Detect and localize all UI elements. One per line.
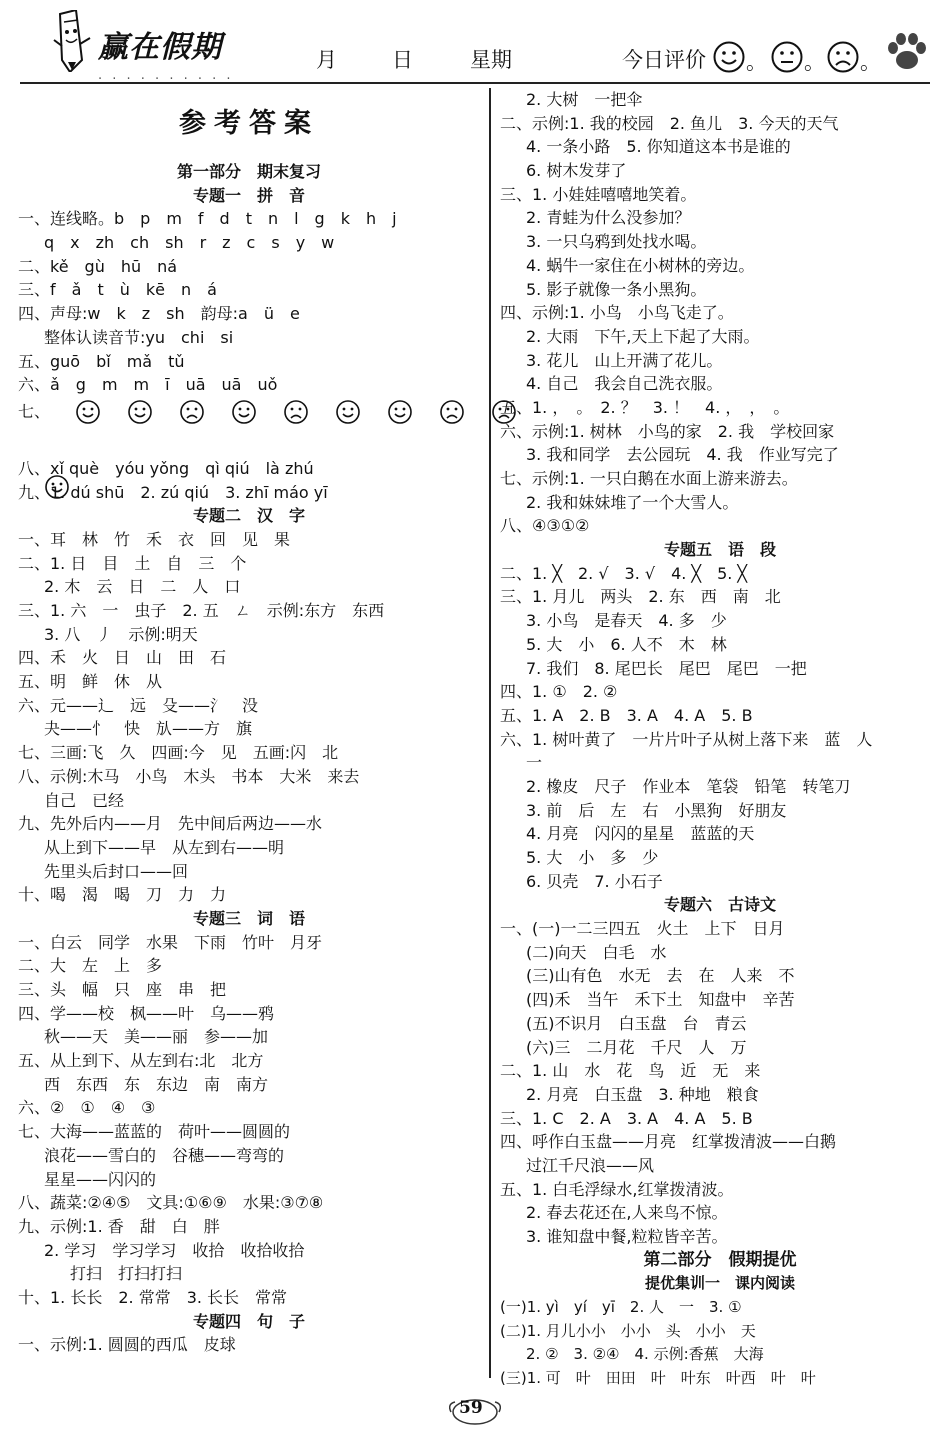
answer-line: 3. 小鸟 是春天 4. 多 少 [526, 611, 727, 631]
topic-heading: 专题一 拼 音 [192, 185, 305, 205]
answer-line: 5. 影子就像一条小黑狗。 [526, 279, 707, 299]
answer-line: 四、学——校 枫——叶 乌——鸦 [18, 1003, 275, 1023]
answer-line: 浪花——雪白的 谷穗——弯弯的 [44, 1145, 285, 1165]
month-label: 月 [316, 48, 337, 72]
answer-line: 五、1. ， 。 2. ？ 3. ！ 4. ， ， 。 [500, 397, 790, 417]
answer-line: 过江千尺浪——风 [526, 1155, 655, 1175]
weekday-label: 星期 [470, 48, 512, 72]
answer-line: q x zh ch sh r z c s y w [44, 233, 335, 253]
rating-separator-2: 。 [804, 50, 825, 74]
answer-line: 2. 木 云 日 二 人 口 [44, 577, 241, 597]
answer-line: 夬——忄 快 㫃——方 旗 [44, 719, 253, 739]
page-number: 59 [459, 1398, 483, 1418]
pencil-figure-icon [46, 10, 96, 72]
answer-line: 打扫 打扫打扫 [70, 1264, 183, 1284]
smile-icon [75, 399, 101, 425]
answer-line: 从上到下——早 从左到右——明 [44, 837, 285, 857]
smile-icon [231, 399, 257, 425]
answer-line: 一 [526, 753, 543, 773]
answer-line: 九、示例:1. 香 甜 白 胖 [18, 1216, 220, 1236]
day-label: 日 [392, 48, 413, 72]
page-number-badge [445, 1390, 505, 1430]
answer-line: 2. 橡皮 尺子 作业本 笔袋 铅笔 转笔刀 [526, 776, 851, 796]
faces-answer-row-2 [18, 427, 480, 457]
answer-line: 2. 大树 一把伞 [526, 90, 643, 109]
answers-right-column [500, 88, 940, 1391]
answer-line: 十、喝 渴 喝 刀 力 力 [18, 885, 227, 905]
topic-heading: 专题六 古诗文 [663, 895, 776, 915]
answer-line: 3. 我和同学 去公园玩 4. 我 作业写完了 [526, 445, 839, 465]
smile-icon [127, 399, 153, 425]
logo-text: 赢在假期 [98, 30, 222, 65]
answer-line: (二)向天 白毛 水 [526, 942, 667, 962]
answer-line: 4. 蜗牛一家住在小树林的旁边。 [526, 255, 755, 275]
answer-line: 五、明 鲜 休 从 [18, 672, 163, 692]
answer-line: 一、耳 林 竹 禾 衣 回 见 果 [18, 529, 291, 549]
smile-icon [335, 399, 361, 425]
answer-line: 七、三画:飞 久 四画:今 见 五画:闪 北 [18, 743, 339, 763]
answer-line: 四、禾 火 日 山 田 石 [18, 648, 227, 668]
answer-line: 九、1. dú shū 2. zú qiú 3. zhī máo yī [18, 482, 328, 502]
answer-line: 一、连线略。b p m f d t n l g k h j [18, 209, 397, 229]
answer-line: 2. 大雨 下午,天上下起了大雨。 [526, 326, 760, 346]
answer-line: 2. 月亮 白玉盘 3. 种地 粮食 [526, 1084, 759, 1104]
answer-line: 二、大 左 上 多 [18, 956, 163, 976]
answer-line: 自己 已经 [44, 790, 125, 810]
answer-line: 四、1. ① 2. ② [500, 682, 618, 702]
answer-line: 五、guō bǐ mǎ tǔ [18, 351, 185, 371]
answer-line: 5. 大 小 多 少 [526, 848, 659, 867]
page-title: 参考答案 [179, 108, 319, 139]
answer-line: (六)三 二月花 千尺 人 万 [526, 1037, 747, 1057]
answers-left-column [18, 88, 480, 1357]
smile-icon [387, 399, 413, 425]
answer-line: 先里头后封口——回 [44, 861, 189, 881]
sad-icon [826, 40, 860, 74]
answer-line: 二、1. 山 水 花 鸟 近 无 来 [500, 1061, 761, 1081]
answer-line: 三、1. 小娃娃嘻嘻地笑着。 [500, 184, 697, 204]
topic-heading: 专题二 汉 字 [192, 506, 305, 526]
answer-line: 六、1. 树叶黄了 一片片叶子从树上落下来 蓝 人 [500, 729, 873, 749]
logo-dots: · · · · · · · · · · [98, 72, 234, 87]
answer-line: 4. 月亮 闪闪的星星 蓝蓝的天 [526, 824, 755, 844]
sad-icon [283, 399, 309, 425]
answer-line: 2. 青蛙为什么没参加？ [526, 208, 691, 228]
answer-line: 九、先外后内——月 先中间后两边——水 [18, 814, 323, 834]
answer-line: 3. 前 后 左 右 小黑狗 好朋友 [526, 800, 787, 820]
answer-line: 2. ② 3. ②④ 4. 示例:香蕉 大海 [526, 1345, 764, 1364]
rating-separator-1: 。 [746, 50, 767, 74]
answer-line: 一、(一)一二三四五 火土 上下 日月 [500, 919, 785, 939]
answer-line: 六、元——辶 远 殳——氵 没 [18, 695, 259, 715]
answer-number: 七、 [18, 402, 51, 422]
rating-separator-3: 。 [860, 50, 881, 74]
faces-answer-row [18, 397, 480, 427]
answer-line: 二、1. ╳ 2. √ 3. √ 4. ╳ 5. ╳ [500, 563, 748, 583]
answer-line: 4. 一条小路 5. 你知道这本书是谁的 [526, 137, 791, 157]
answer-line: 3. 一只乌鸦到处找水喝。 [526, 232, 707, 252]
answer-line: 6. 贝壳 7. 小石子 [526, 871, 663, 891]
rating-label: 今日评价 [622, 48, 706, 72]
answer-line: (二)1. 月儿小小 小小 头 小小 天 [500, 1321, 756, 1340]
answer-line: 星星——闪闪的 [44, 1169, 157, 1189]
smile-icon [712, 40, 746, 74]
answer-line: 五、1. A 2. B 3. A 4. A 5. B [500, 705, 753, 725]
answer-line: 7. 我们 8. 尾巴长 尾巴 尾巴 一把 [526, 658, 807, 678]
answer-line: 二、示例:1. 我的校园 2. 鱼儿 3. 今天的天气 [500, 113, 839, 133]
sad-icon [439, 399, 465, 425]
answer-line: 5. 大 小 6. 人不 木 林 [526, 634, 727, 654]
topic-heading: 提优集训一 课内阅读 [644, 1274, 795, 1293]
answer-line: 2. 春去花还在,人来鸟不惊。 [526, 1203, 728, 1223]
answer-line: 六、示例:1. 树林 小鸟的家 2. 我 学校回家 [500, 421, 835, 441]
part-heading: 第二部分 假期提优 [643, 1249, 797, 1270]
answer-line: (三)1. 可 叶 田田 叶 叶东 叶西 叶 叶 [500, 1369, 816, 1388]
answer-line: 西 东西 东 东边 南 南方 [44, 1074, 269, 1094]
topic-heading: 专题四 句 子 [192, 1311, 305, 1331]
answer-line: 3. 八 丿 示例:明天 [44, 624, 198, 644]
answer-line: 二、kě gù hū ná [18, 256, 178, 276]
answer-line: 四、呼作白玉盘——月亮 红掌拨清波——白鹅 [500, 1132, 837, 1152]
faces-group [75, 399, 517, 425]
column-divider [489, 88, 491, 1378]
answer-line: 七、大海——蓝蓝的 荷叶——圆圆的 [18, 1122, 291, 1142]
answer-line: (一)1. yì yí yī 2. 人 一 3. ① [500, 1298, 742, 1317]
answer-line: 六、ǎ g m m ī uā uā uǒ [18, 375, 278, 395]
answer-line: 三、头 幅 只 座 串 把 [18, 980, 227, 999]
answer-line: 二、1. 日 目 土 自 三 个 [18, 553, 247, 573]
answer-line: 八、xǐ què yóu yǒng qì qiú là zhú [18, 458, 314, 478]
answer-line: 3. 谁知盘中餐,粒粒皆辛苦。 [526, 1227, 728, 1246]
answer-line: 一、示例:1. 圆圆的西瓜 皮球 [18, 1335, 236, 1355]
part-heading: 第一部分 期末复习 [176, 162, 321, 181]
answer-line: 五、1. 白毛浮绿水,红掌拨清波。 [500, 1179, 734, 1199]
answer-line: 3. 花儿 山上开满了花儿。 [526, 350, 723, 370]
answer-line: 秋——天 美——丽 参——加 [44, 1027, 269, 1047]
answer-line: 一、白云 同学 水果 下雨 竹叶 月牙 [18, 932, 323, 952]
answer-line: (三)山有色 水无 去 在 人来 不 [526, 966, 795, 986]
page-header [0, 0, 950, 87]
answer-line: 整体认读音节:yu chi si [44, 327, 234, 347]
header-rule [20, 82, 930, 84]
paw-icon [884, 30, 930, 76]
answer-line: 六、② ① ④ ③ [18, 1098, 156, 1118]
answer-line: 三、1. C 2. A 3. A 4. A 5. B [500, 1108, 753, 1128]
answer-line: 四、示例:1. 小鸟 小鸟飞走了。 [500, 303, 734, 323]
answer-line: 八、蔬菜:②④⑤ 文具:①⑥⑨ 水果:③⑦⑧ [18, 1193, 324, 1213]
answer-line: 八、④③①② [500, 516, 590, 536]
answer-line: 三、f ǎ t ù kē n á [18, 280, 217, 300]
neutral-icon [770, 40, 804, 74]
sad-icon [179, 399, 205, 425]
answer-line: 三、1. 月儿 两头 2. 东 西 南 北 [500, 587, 781, 607]
answer-line: (四)禾 当午 禾下土 知盘中 辛苦 [526, 990, 795, 1010]
answer-line: 四、声母:w k z sh 韵母:a ü e [18, 304, 300, 324]
answer-line: 八、示例:木马 小鸟 木头 书本 大米 来去 [18, 766, 360, 786]
topic-heading: 专题三 词 语 [192, 908, 305, 928]
answer-line: 6. 树木发芽了 [526, 161, 627, 181]
answer-line: 2. 学习 学习学习 收拾 收拾收拾 [44, 1240, 305, 1260]
topic-heading: 专题五 语 段 [663, 540, 776, 560]
answer-line: (五)不识月 白玉盘 台 青云 [526, 1013, 747, 1033]
answer-line: 七、示例:1. 一只白鹅在水面上游来游去。 [500, 469, 798, 488]
answer-line: 五、从上到下、从左到右:北 北方 [18, 1051, 264, 1071]
answer-line: 4. 自己 我会自己洗衣服。 [526, 374, 723, 394]
answer-line: 三、1. 六 一 虫子 2. 五 ㄥ 示例:东方 东西 [18, 601, 385, 620]
answer-line: 十、1. 长长 2. 常常 3. 长长 常常 [18, 1287, 288, 1307]
answer-line: 2. 我和妹妹堆了一个大雪人。 [526, 492, 739, 512]
